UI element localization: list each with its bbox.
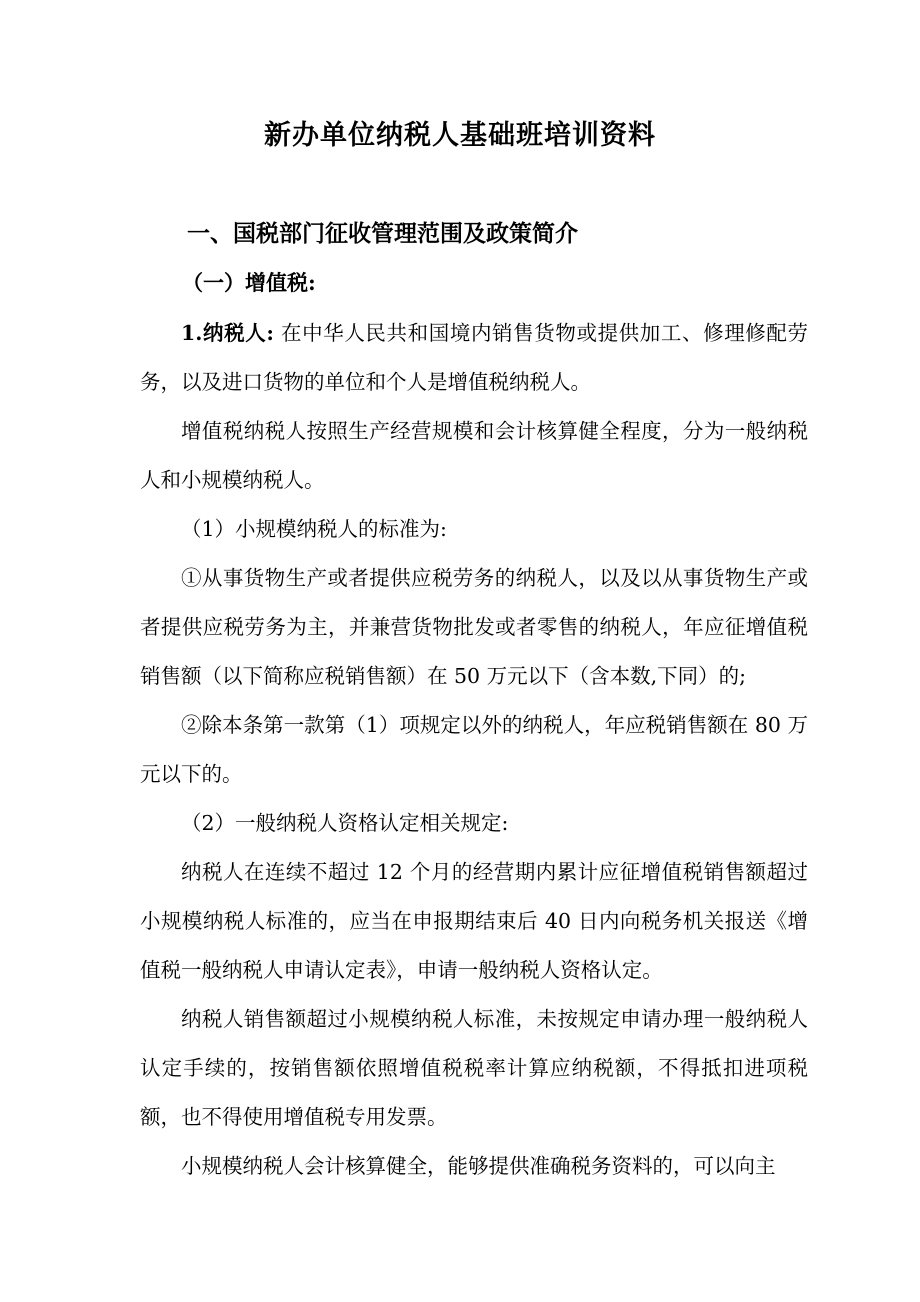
paragraph-unregistered-consequence: 纳税人销售额超过小规模纳税人标准，未按规定申请办理一般纳税人认定手续的，按销售额依照增值税税率计算应纳税额，不得抵扣进项税额，也不得使用增值税专用发票。 — [140, 1007, 808, 1129]
paragraph-item-2: ②除本条第一款第（1）项规定以外的纳税人，年应税销售额在 80 万元以下的。 — [140, 713, 808, 786]
paragraph-label: 1.纳税人: — [181, 321, 274, 345]
paragraph-item-1: ①从事货物生产或者提供应税劳务的纳税人，以及以从事货物生产或者提供应税劳务为主，并兼营货物批发或者零售的纳税人，年应征增值税销售额（以下简称应税销售额）在 50 万元以下（含本数,下同）的; — [140, 566, 808, 688]
paragraph-taxpayer-classification: 增值税纳税人按照生产经营规模和会计核算健全程度，分为一般纳税人和小规模纳税人。 — [140, 419, 808, 492]
document-title: 新办单位纳税人基础班培训资料 — [264, 120, 656, 151]
section-heading: 一、国税部门征收管理范围及政策简介 — [187, 220, 578, 247]
paragraph-application-deadline: 纳税人在连续不超过 12 个月的经营期内累计应征增值税销售额超过小规模纳税人标准的，应当在申报期结束后 40 日内向税务机关报送《增值税一般纳税人申请认定表》，申请一般纳税人资格认定。 — [140, 860, 808, 982]
paragraph-taxpayer-definition — [140, 309, 808, 407]
paragraph-text: 在中华人民共和国境内销售货物或提供加工、修理修配劳务，以及进口货物的单位和个人是增值税纳税人。 — [140, 321, 809, 394]
paragraph-general-taxpayer-rules: （2）一般纳税人资格认定相关规定: — [181, 811, 509, 835]
paragraph-small-scale-standard: （1）小规模纳税人的标准为: — [181, 517, 447, 541]
paragraph-small-scale-application: 小规模纳税人会计核算健全，能够提供准确税务资料的，可以向主 — [181, 1154, 776, 1178]
subsection-heading: （一）增值税: — [182, 270, 316, 295]
